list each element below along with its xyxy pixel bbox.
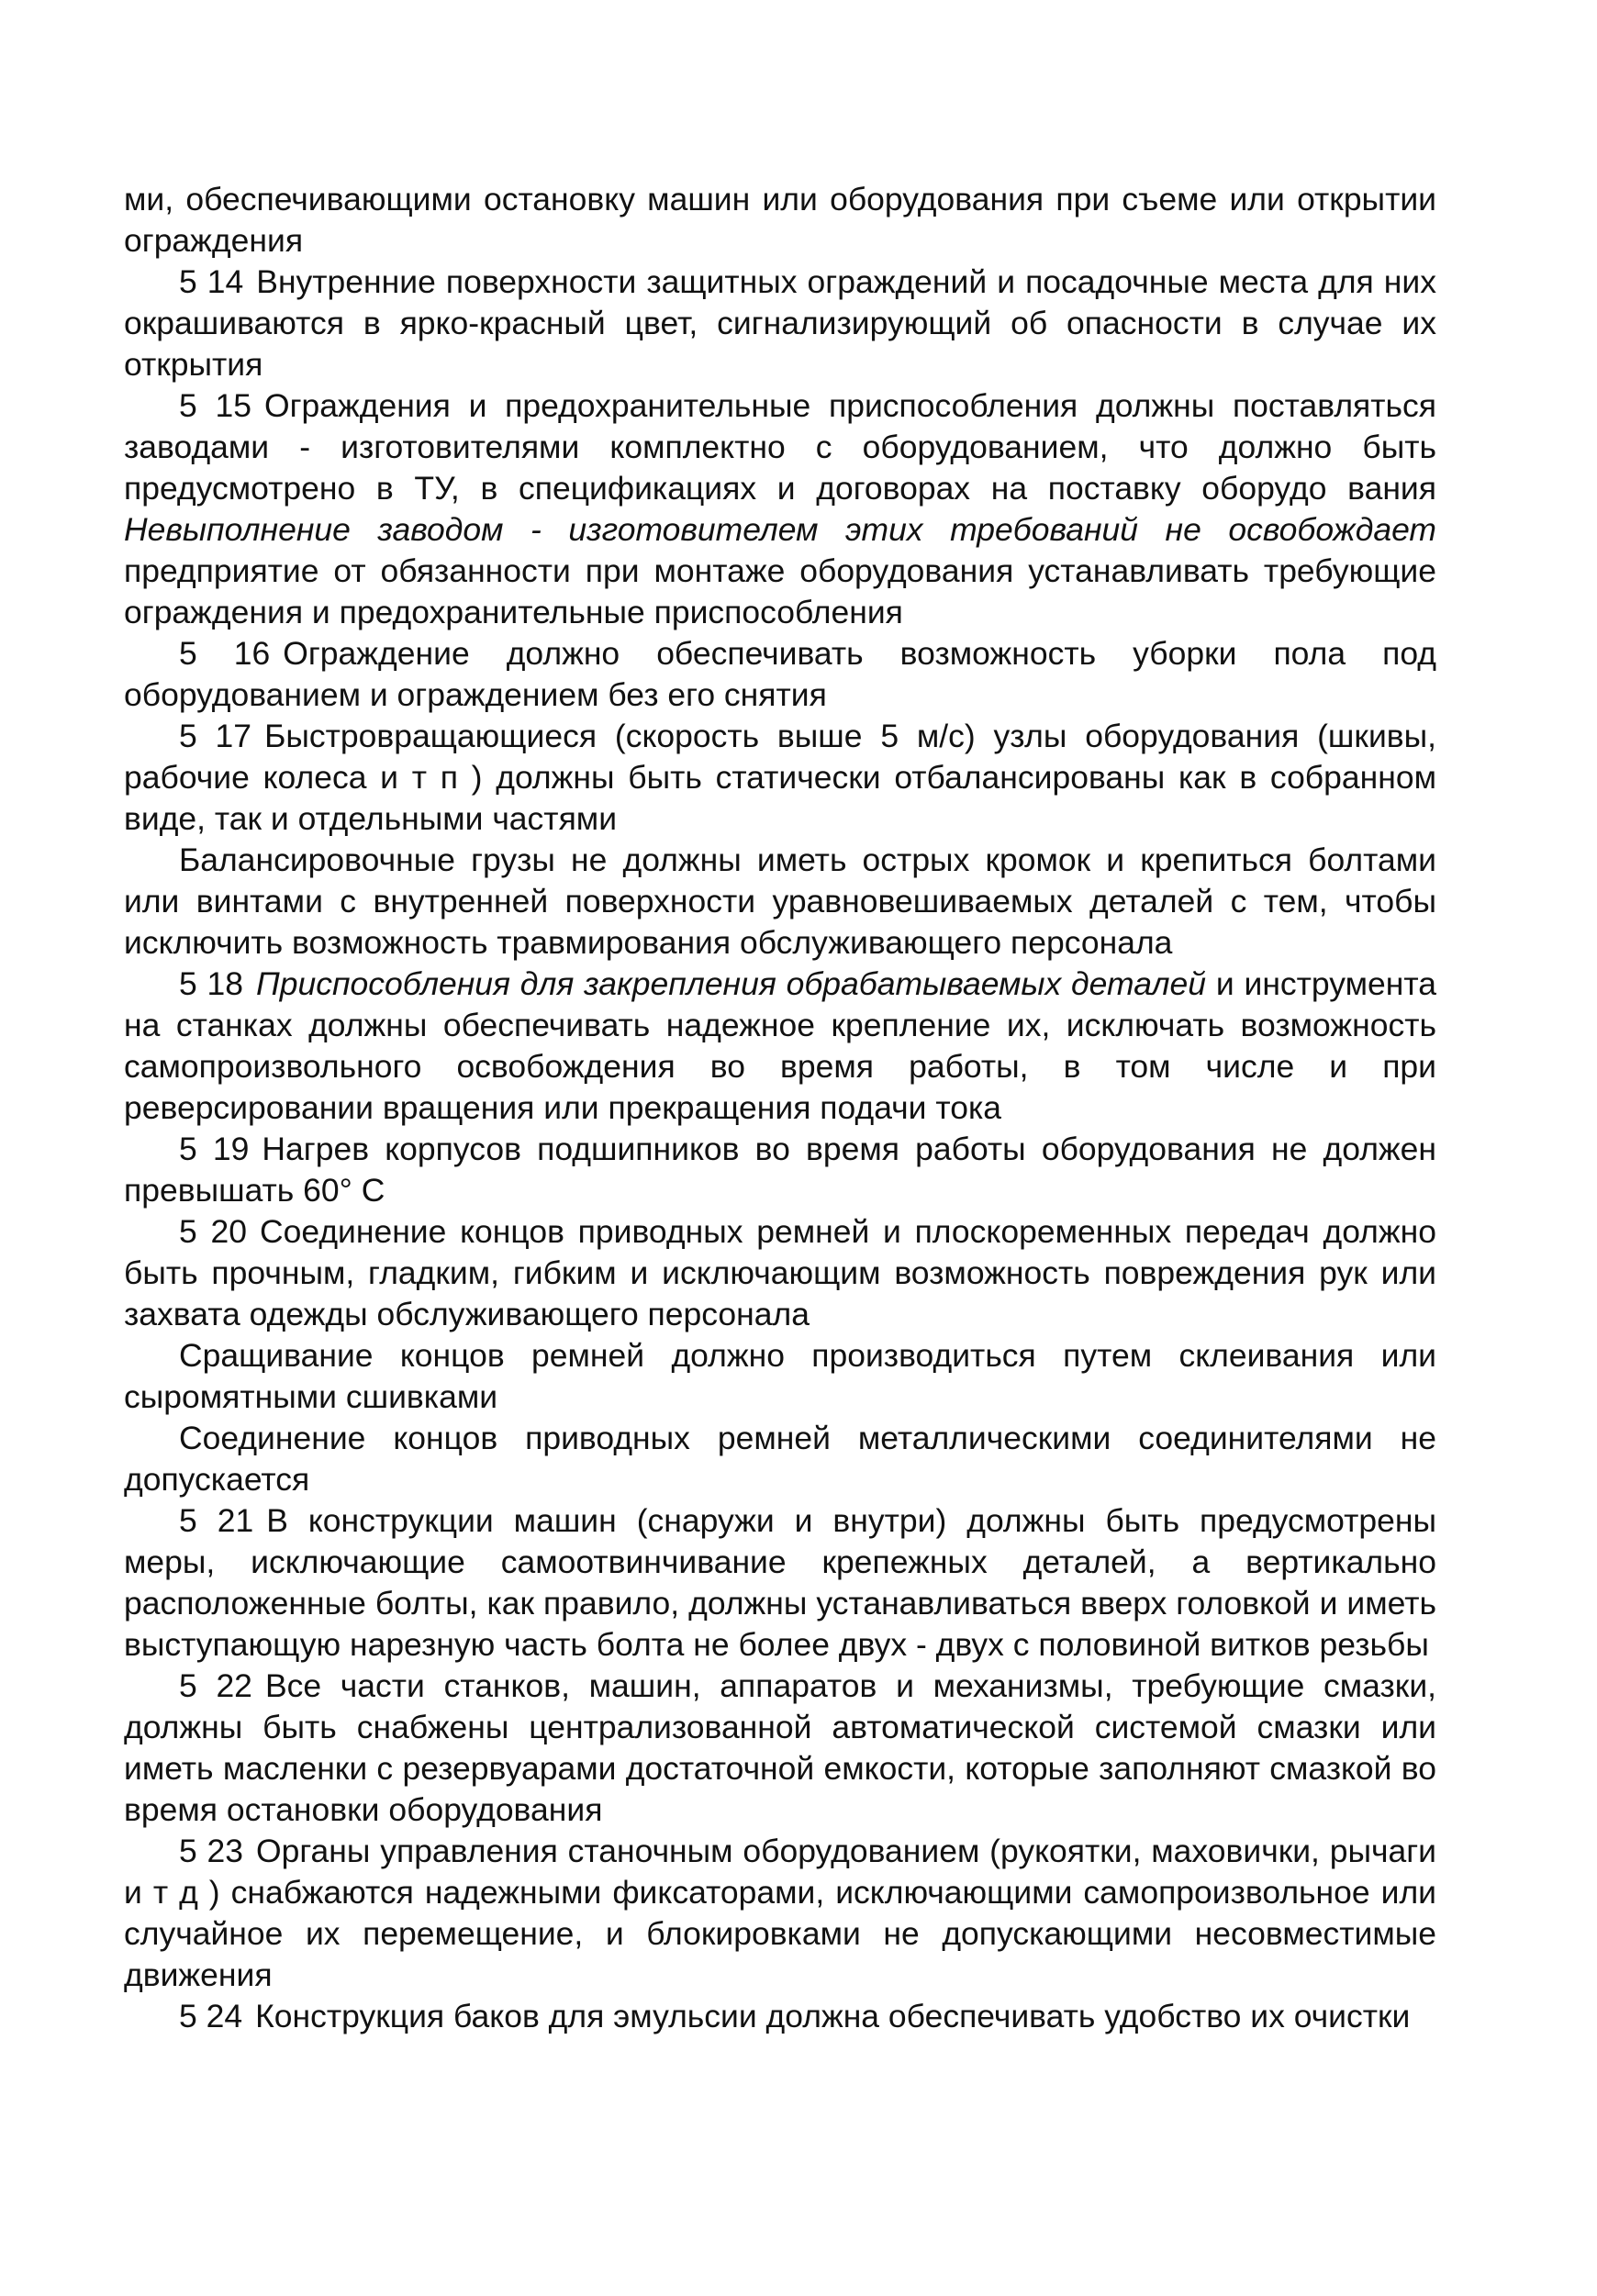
paragraph-text: Соединение концов приводных ремней и плоскоременных передач должно быть прочным, гладким, гибким и исключающим возможность повреждения рук или захвата одежды обслуживающего персонала [124, 1213, 1436, 1332]
paragraph-text: Нагрев корпусов подшипников во время работы оборудования не должен превышать 60° С [124, 1131, 1437, 1209]
paragraph-5-24 [124, 1996, 1436, 2037]
paragraph-text: ми, обеспечивающими остановку машин или оборудования при съеме или открытии ограждения [124, 181, 1436, 259]
paragraph-5-23 [124, 1831, 1436, 1996]
paragraph-5-20-metal [124, 1418, 1436, 1500]
paragraph-text: Органы управления станочным оборудованием (рукоятки, маховички, рычаги и т д ) снабжаются надежными фиксаторами, исключающими самопроизвольное или случайное их перемещение, и блокировками не допускающими несовместимые движения [124, 1833, 1436, 1993]
paragraph-5-21 [124, 1500, 1436, 1666]
clause-number: 5 19 [179, 1131, 250, 1167]
clause-number: 5 14 [179, 263, 244, 300]
paragraph-text: Сращивание концов ремней должно производиться путем склеивания или сыромятными сшивками [124, 1337, 1436, 1415]
paragraph-5-20 [124, 1211, 1436, 1335]
clause-number: 5 22 [179, 1667, 252, 1704]
clause-number: 5 17 [179, 718, 252, 754]
clause-number: 5 23 [179, 1833, 244, 1869]
clause-number: 5 21 [179, 1502, 254, 1539]
paragraph-text: Все части станков, машин, аппаратов и механизмы, требующие смазки, должны быть снабжены централизованной автоматической системой смазки или иметь масленки с резервуарами достаточной емкости, которые заполняют смазкой во время остановки оборудования [124, 1667, 1437, 1828]
paragraph-continuation [124, 179, 1436, 262]
paragraph-text: Конструкция баков для эмульсии должна обеспечивать удобство их очистки [255, 1998, 1411, 2034]
clause-number: 5 15 [179, 387, 251, 424]
paragraph-text: Соединение концов приводных ремней металлическими соединителями не допускается [124, 1420, 1436, 1498]
paragraph-text: Быстровращающиеся (скорость выше 5 м/с) узлы оборудования (шкивы, рабочие колеса и т п ) должны быть статически отбалансированы как в собранном виде, так и отдельными частями [124, 718, 1437, 837]
paragraph-5-14 [124, 262, 1436, 385]
paragraph-italic-text: Невыполнение заводом - изготовителем этих требований не освобождает [124, 511, 1436, 548]
paragraph-text: Ограждение должно обеспечивать возможность уборки пола под оборудованием и ограждением без его снятия [124, 635, 1437, 713]
clause-number: 5 16 [179, 635, 271, 672]
paragraph-text: Ограждения и предохранительные приспособления должны поставляться заводами - изготовителями комплектно с оборудованием, что должно быть предусмотрено в ТУ, в спецификациях и договорах на поставку оборудо вания [124, 387, 1436, 507]
paragraph-5-22 [124, 1666, 1436, 1831]
paragraph-5-16 [124, 633, 1436, 716]
clause-number: 5 18 [179, 965, 244, 1002]
paragraph-text: Балансировочные грузы не должны иметь острых кромок и крепиться болтами или винтами с внутренней поверхности уравновешиваемых деталей с тем, чтобы исключить возможность травмирования обслуживающего персонала [124, 841, 1436, 961]
paragraph-tail-text: предприятие от обязанности при монтаже оборудования устанавливать требующие ограждения и предохранительные приспособления [124, 552, 1436, 630]
clause-number: 5 20 [179, 1213, 247, 1250]
paragraph-italic-text: Приспособления для закрепления обрабатываемых деталей [256, 965, 1207, 1002]
paragraph-5-17-balancing [124, 840, 1436, 964]
clause-number: 5 24 [179, 1998, 243, 2034]
paragraph-5-18 [124, 964, 1436, 1129]
paragraph-text: Внутренние поверхности защитных ограждений и посадочные места для них окрашиваются в ярко-красный цвет, сигнализирующий об опасности в случае их открытия [124, 263, 1436, 383]
paragraph-tail-text: и инструмента на станках должны обеспечивать надежное крепление их, исключать возможность самопроизвольного освобождения во время работы, в том числе и при реверсировании вращения или прекращения подачи тока [124, 965, 1436, 1126]
document-page [124, 179, 1436, 2037]
paragraph-5-19 [124, 1129, 1436, 1211]
paragraph-5-15 [124, 385, 1436, 633]
paragraph-text: В конструкции машин (снаружи и внутри) должны быть предусмотрены меры, исключающие самоотвинчивание крепежных деталей, а вертикально расположенные болты, как правило, должны устанавливаться вверх головкой и иметь выступающую нарезную часть болта не более двух - двух с половиной витков резьбы [124, 1502, 1436, 1663]
paragraph-5-17 [124, 716, 1436, 840]
paragraph-5-20-splicing [124, 1335, 1436, 1418]
